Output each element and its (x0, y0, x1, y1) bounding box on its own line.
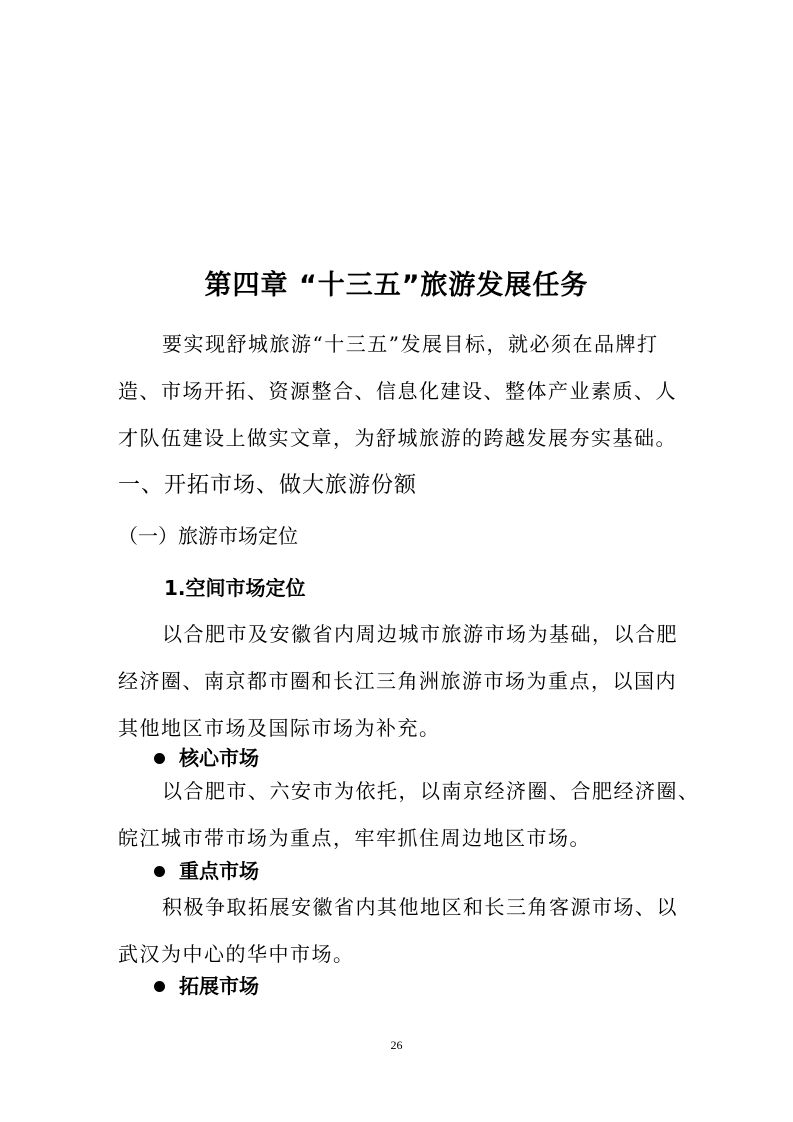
subsection-heading: （一）旅游市场定位 (118, 524, 298, 548)
key-market-paragraph (118, 884, 678, 978)
page-number: 26 (390, 1038, 403, 1052)
section-heading: 一、开拓市场、做大旅游份额 (118, 473, 418, 498)
paragraph-line: 以合肥市、六安市为依托，以南京经济圈、合肥经济圈、 (162, 779, 700, 803)
core-market-paragraph (118, 768, 700, 862)
intro-paragraph (118, 321, 678, 462)
paragraph-line: 皖江城市带市场为重点，牢牢抓住周边地区市场。 (118, 826, 591, 850)
paragraph-line: 其他地区市场及国际市场为补充。 (118, 716, 441, 740)
bullet-label: 重点市场 (179, 859, 259, 883)
paragraph-line: 武汉为中心的华中市场。 (118, 942, 355, 966)
bullet-expansion-market (154, 968, 259, 1004)
intro-line: 要实现舒城旅游“十三五”发展目标，就必须在品牌打 (162, 332, 659, 356)
bullet-label: 拓展市场 (179, 974, 259, 998)
filled-circle-icon (154, 753, 165, 764)
item-heading: 1.空间市场定位 (164, 576, 306, 600)
paragraph-line: 经济圈、南京都市圈和长江三角洲旅游市场为重点，以国内 (118, 669, 677, 693)
paragraph-line: 以合肥市及安徽省内周边城市旅游市场为基础，以合肥 (162, 622, 678, 646)
chapter-title: 第四章 “十三五”旅游发展任务 (204, 270, 589, 301)
spatial-market-paragraph (118, 611, 678, 752)
intro-line: 才队伍建设上做实文章，为舒城旅游的跨越发展夯实基础。 (118, 426, 677, 450)
filled-circle-icon (154, 981, 165, 992)
filled-circle-icon (154, 866, 165, 877)
paragraph-line: 积极争取拓展安徽省内其他地区和长三角客源市场、以 (162, 895, 678, 919)
intro-line: 造、市场开拓、资源整合、信息化建设、整体产业素质、人 (118, 379, 677, 403)
bullet-label: 核心市场 (179, 746, 259, 770)
